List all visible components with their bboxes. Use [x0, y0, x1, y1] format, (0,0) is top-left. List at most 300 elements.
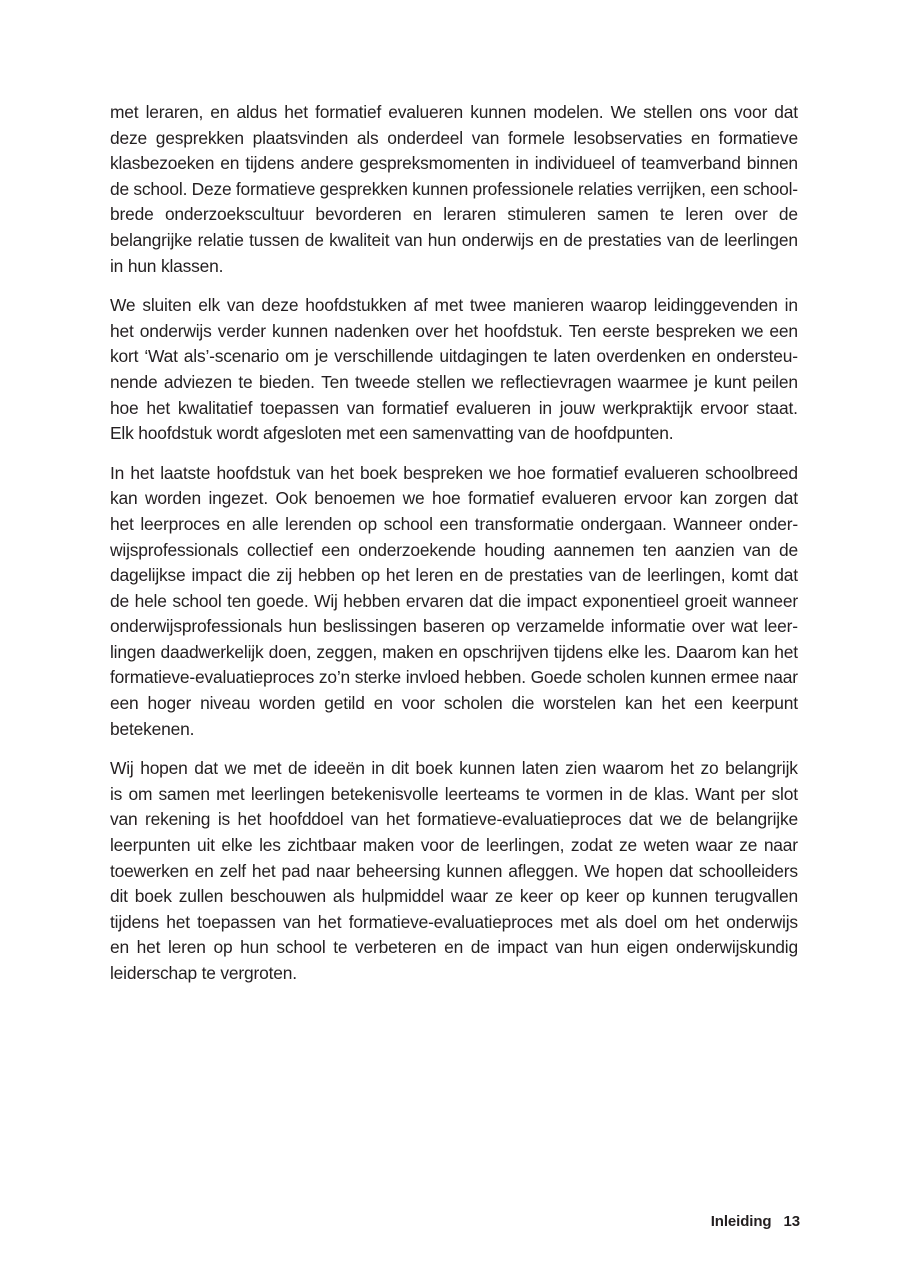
text-word: met [252, 758, 282, 779]
text-word: om [128, 783, 153, 804]
text-word: te [238, 371, 253, 392]
text-line [110, 782, 798, 808]
text-word: boek [360, 462, 398, 483]
paragraph-1 [110, 100, 798, 279]
text-word: opschrijven [462, 641, 549, 662]
text-word: kan [625, 693, 653, 714]
text-word: waar [450, 886, 488, 907]
text-word: zullen [178, 886, 224, 907]
text-word: dat [774, 102, 798, 122]
text-word: je [694, 371, 708, 392]
text-word: en [110, 937, 129, 958]
text-word: maken [362, 835, 415, 856]
text-word: worstelen [543, 693, 616, 714]
text-word: hun [288, 616, 317, 637]
text-word: goede. [256, 590, 309, 611]
text-word: stellen [416, 371, 466, 392]
text-word: andere [300, 153, 354, 174]
text-line [110, 344, 798, 370]
text-word: te [533, 346, 548, 367]
text-word: in [784, 295, 798, 316]
text-word: toepassen [197, 911, 276, 932]
text-word: hoofdstukken [305, 295, 407, 316]
page-body-text [110, 100, 798, 987]
text-word: dat [469, 590, 493, 611]
text-word: voor [420, 835, 454, 856]
text-word: van [666, 229, 695, 250]
text-word: het [110, 320, 134, 341]
text-word: ondergaan. [580, 513, 667, 534]
text-line [110, 614, 798, 640]
text-line: betekenen. [110, 718, 195, 739]
text-word: naar [763, 835, 798, 856]
text-word: en [690, 127, 710, 148]
text-word: en [538, 229, 558, 250]
text-word: het [284, 102, 308, 122]
text-word: staat. [756, 397, 798, 418]
text-word: kort [110, 346, 139, 367]
text-word: en [444, 937, 464, 958]
text-line [110, 177, 798, 203]
text-line [110, 228, 798, 254]
text-word: groeit [684, 590, 727, 611]
text-word: hoe [110, 397, 139, 418]
text-word: met [434, 295, 463, 316]
text-word: reflectievragen [500, 371, 612, 392]
text-word: en [459, 565, 479, 586]
text-line [110, 100, 798, 126]
text-word: belangrijke [715, 809, 798, 830]
text-word: op [358, 513, 377, 534]
text-word: te [525, 783, 540, 804]
text-word: bevorderen [315, 204, 402, 225]
text-line [110, 538, 798, 564]
text-word: elke [221, 835, 253, 856]
text-word: en [373, 693, 393, 714]
text-word: voor [401, 693, 435, 714]
text-word: belangrijk [725, 758, 798, 779]
text-word: in [609, 783, 623, 804]
text-word: van [296, 462, 324, 483]
text-word: voor [734, 102, 768, 122]
footer-page-number: 13 [783, 1213, 800, 1230]
text-word: bieden. [258, 371, 315, 392]
text-word: slot [771, 783, 798, 804]
text-line [110, 151, 798, 177]
text-line [110, 910, 798, 936]
text-word: laten [553, 346, 591, 367]
text-line [110, 935, 798, 961]
text-word: wat [731, 616, 758, 637]
text-word: als [356, 127, 379, 148]
text-word: kan [741, 641, 770, 662]
text-word: stimuleren [507, 204, 586, 225]
text-word: leren [168, 937, 206, 958]
text-word: het [774, 641, 798, 662]
text-line [110, 589, 798, 615]
text-word: we [489, 462, 511, 483]
text-word: collectief [246, 539, 313, 560]
text-word: relatie [197, 229, 244, 250]
text-word: weten [643, 835, 690, 856]
text-word: verbeteren [355, 937, 437, 958]
text-line [110, 370, 798, 396]
text-word: uitdagingen [439, 346, 528, 367]
text-word: plaatsvinden [252, 127, 349, 148]
text-word: laatste [160, 462, 211, 483]
text-word: hebben [298, 565, 356, 586]
text-word: het [385, 565, 410, 586]
text-word: beschouwen [230, 886, 326, 907]
text-word: zorgen [714, 488, 767, 509]
paragraph-4 [110, 756, 798, 986]
text-word: lesobservaties [573, 127, 683, 148]
text-word: die [498, 590, 522, 611]
text-line [110, 319, 798, 345]
text-word: ons [699, 102, 727, 122]
text-word: de [628, 783, 648, 804]
text-word: onderzoekende [358, 539, 476, 560]
text-word: nende [110, 371, 158, 392]
text-word: manieren [512, 295, 584, 316]
text-word: waarom [602, 758, 664, 779]
text-word: leerpunten [110, 835, 191, 856]
text-word: eigen [626, 937, 669, 958]
text-word: hopen [615, 860, 664, 881]
text-word: per [740, 783, 766, 804]
text-word: op [625, 886, 645, 907]
text-word: hoofdstuk. [484, 320, 563, 341]
text-word: kan [679, 488, 708, 509]
text-word: hebben. [464, 667, 526, 688]
text-word: hebben [343, 590, 401, 611]
text-line: leiderschap te vergroten. [110, 963, 297, 983]
text-word: modelen. [533, 102, 604, 122]
text-word: toepassen [260, 397, 339, 418]
text-word: kunnen [470, 102, 527, 122]
text-word: gespreksmomenten [359, 153, 510, 174]
text-word: impact [191, 565, 242, 586]
text-word: zeggen, [316, 641, 378, 662]
text-word: In [110, 462, 125, 483]
text-word: de [563, 229, 583, 250]
text-word: met [110, 102, 139, 122]
text-word: en [691, 346, 711, 367]
text-word: ze [619, 835, 638, 856]
text-word: kunt [713, 371, 747, 392]
text-word: je [314, 346, 329, 367]
text-word: formatief [315, 102, 382, 122]
text-word: schoolbreed [705, 462, 798, 483]
text-word: een [321, 539, 350, 560]
text-word: beslissingen [323, 616, 417, 637]
text-word: impact [526, 590, 577, 611]
text-word: belangrijke [110, 229, 193, 250]
text-word: klasbezoeken [110, 153, 215, 174]
text-word: tussen [249, 229, 300, 250]
text-word: dat [669, 860, 693, 881]
text-word: aldus [236, 102, 278, 122]
text-word: dit [110, 886, 128, 907]
text-word: Deze [191, 178, 232, 199]
text-word: we [471, 371, 494, 392]
text-word: de [288, 758, 307, 779]
text-word: onderwijs [139, 320, 212, 341]
text-word: over [415, 320, 449, 341]
text-word: om [285, 346, 309, 367]
text-word: verrijken, [637, 178, 706, 199]
text-word: waarmee [617, 371, 689, 392]
text-word: we [224, 758, 247, 779]
text-word: van [350, 809, 379, 830]
text-line [110, 293, 798, 319]
text-word: getild [324, 693, 365, 714]
text-word: hoe [517, 462, 546, 483]
text-word: school [383, 513, 433, 534]
text-word: werkpraktijk [602, 397, 693, 418]
text-word: de [460, 835, 480, 856]
text-word: het [237, 809, 262, 830]
text-word: Ten [321, 371, 349, 392]
text-word: formatieve [235, 178, 316, 199]
text-word: wijsprofessionals [110, 539, 239, 560]
text-word: Goede [530, 667, 582, 688]
text-word: hoofdstuk [216, 462, 291, 483]
footer-section-label: Inleiding [710, 1213, 772, 1230]
text-word: om [664, 911, 688, 932]
text-word: als [595, 911, 618, 932]
text-word: samen [158, 783, 210, 804]
text-word: gesprekken [155, 127, 244, 148]
text-word: formatieve-evaluatieproces [110, 667, 315, 688]
text-word: van [226, 295, 255, 316]
text-word: leerlingen, [647, 565, 726, 586]
text-word: te [333, 937, 348, 958]
text-word: school [172, 590, 222, 611]
text-word: Want [695, 783, 735, 804]
text-word: transformatie [474, 513, 574, 534]
text-line [110, 512, 798, 538]
text-word: daadwerkelijk [160, 641, 264, 662]
text-word: impact [497, 937, 548, 958]
text-line [110, 396, 798, 422]
text-word: de [779, 539, 798, 560]
text-word: kunnen [459, 758, 516, 779]
text-word: de [778, 204, 798, 225]
text-word: maken [382, 641, 434, 662]
text-word: leerlingen [250, 783, 325, 804]
text-word: ideeën [313, 758, 365, 779]
text-word: nadenken [334, 320, 410, 341]
text-word: professionele [472, 178, 574, 199]
text-word: komt [731, 565, 769, 586]
text-word: school- [743, 178, 798, 199]
text-word: ten [642, 539, 667, 560]
text-word: ervaren [405, 590, 464, 611]
text-word: exponentieel [582, 590, 679, 611]
text-word: terugvallen [714, 886, 798, 907]
text-word: Ook [275, 488, 307, 509]
text-word: ze [739, 835, 758, 856]
text-word: is [110, 783, 123, 804]
text-word: een [439, 513, 469, 534]
text-word: hulpmiddel [361, 886, 444, 907]
text-word: scholen [586, 667, 646, 688]
text-word: onderwijsprofessionals [110, 616, 282, 637]
text-word: Daarom [675, 641, 737, 662]
text-word: les. [644, 641, 671, 662]
text-line [110, 640, 798, 666]
text-line [110, 486, 798, 512]
text-word: evalueren [456, 397, 531, 418]
text-word: en [194, 860, 214, 881]
text-word: als’-scenario [183, 346, 280, 367]
text-word: het [670, 758, 694, 779]
text-line [110, 859, 798, 885]
text-word: naar [316, 860, 351, 881]
text-word: relaties [578, 178, 633, 199]
text-line [110, 756, 798, 782]
text-word: het [695, 911, 719, 932]
text-word: van [555, 937, 583, 958]
text-word: benoemen [314, 488, 396, 509]
text-word: de [470, 937, 490, 958]
text-word: gesprekken [319, 178, 408, 199]
text-word: van [471, 127, 500, 148]
text-word: formatief [382, 397, 449, 418]
text-word: is [217, 809, 231, 830]
text-word: hoger [147, 693, 192, 714]
text-word: we [402, 488, 425, 509]
text-word: leerlingen, [485, 835, 565, 856]
text-word: de [110, 590, 129, 611]
text-word: schoolleiders [698, 860, 798, 881]
text-word: de [110, 178, 129, 199]
text-word: alle [252, 513, 279, 534]
text-word: op [213, 937, 233, 958]
text-word: We [610, 102, 637, 122]
text-word: op [490, 616, 510, 637]
text-word: lingen [110, 641, 156, 662]
text-word: bespreken [403, 462, 483, 483]
text-word: we [741, 320, 764, 341]
text-word: en [210, 102, 230, 122]
text-word: kunnen [446, 860, 503, 881]
text-word: hopen [140, 758, 188, 779]
text-word: niveau [200, 693, 251, 714]
text-word: Wij [110, 758, 134, 779]
text-word: te [659, 204, 674, 225]
text-word: zichtbaar [287, 835, 357, 856]
text-line [110, 126, 798, 152]
text-word: van [394, 229, 423, 250]
text-word: zo’n [318, 667, 351, 688]
text-word: adviezen [163, 371, 233, 392]
text-word: met [560, 911, 589, 932]
text-word: hun [240, 937, 269, 958]
text-word: kwaliteit [329, 229, 390, 250]
text-line [110, 807, 798, 833]
text-word: over [734, 204, 768, 225]
text-word: leerlingen [724, 229, 798, 250]
text-word: dagelijkse [110, 565, 186, 586]
text-word: onderwijskundig [675, 937, 798, 958]
text-word: jouw [559, 397, 595, 418]
text-line [110, 833, 798, 859]
text-word: het [661, 693, 686, 714]
text-word: verschillende [334, 346, 434, 367]
text-word: de [484, 565, 504, 586]
text-word: leren [685, 204, 724, 225]
text-word: leidinggevenden [653, 295, 778, 316]
text-line: in hun klassen. [110, 255, 224, 276]
text-word: het [386, 809, 410, 830]
text-word: laten [521, 758, 559, 779]
text-word: en [412, 204, 432, 225]
text-word: hoe [432, 488, 461, 509]
text-word: stellen [643, 102, 693, 122]
text-word: waarop [590, 295, 647, 316]
text-word: kwalitatief [177, 397, 253, 418]
text-word: kan [110, 488, 138, 509]
text-line [110, 884, 798, 910]
text-word: onderdeel [387, 127, 463, 148]
text-word: formatief [468, 488, 535, 509]
text-word: we [659, 809, 682, 830]
text-word: in [538, 397, 552, 418]
text-word: dit [391, 758, 409, 779]
text-word: de [699, 229, 719, 250]
text-line: Elk hoofdstuk wordt afgesloten met een samenvatting van de hoofdpunten. [110, 423, 674, 444]
text-word: brede [110, 204, 154, 225]
text-word: in [515, 153, 529, 174]
text-word: hun [590, 937, 619, 958]
text-word: die [247, 565, 271, 586]
text-word: worden [145, 488, 201, 509]
text-word: leraren, [145, 102, 204, 122]
text-word: elk [198, 295, 220, 316]
text-word: formatieve-evaluatieproces [417, 809, 622, 830]
text-word: informatie [610, 616, 686, 637]
text-word: Ten [568, 320, 597, 341]
text-word: in [371, 758, 385, 779]
text-word: binnen [746, 153, 798, 174]
text-word: evalueren [624, 462, 699, 483]
text-word: en [438, 641, 458, 662]
text-word: eerste [602, 320, 650, 341]
text-word: een [110, 693, 139, 714]
text-word: ervoor [623, 488, 673, 509]
text-word: over [691, 616, 725, 637]
text-word: elke [607, 641, 640, 662]
text-word: keer [585, 886, 619, 907]
text-word: dat [194, 758, 218, 779]
text-word: kunnen [650, 667, 706, 688]
text-word: ingezet. [208, 488, 268, 509]
text-word: leer- [764, 616, 798, 637]
text-word: school. [133, 178, 188, 199]
text-word: van [283, 911, 311, 932]
text-word: als [332, 886, 355, 907]
text-word: hoofddoel [268, 809, 344, 830]
text-word: leraren [443, 204, 497, 225]
text-word: sluiten [142, 295, 192, 316]
text-word: individueel [534, 153, 615, 174]
text-word: of [620, 153, 636, 174]
text-word: dat [774, 565, 798, 586]
text-word: samen [597, 204, 649, 225]
text-word: zo [700, 758, 719, 779]
